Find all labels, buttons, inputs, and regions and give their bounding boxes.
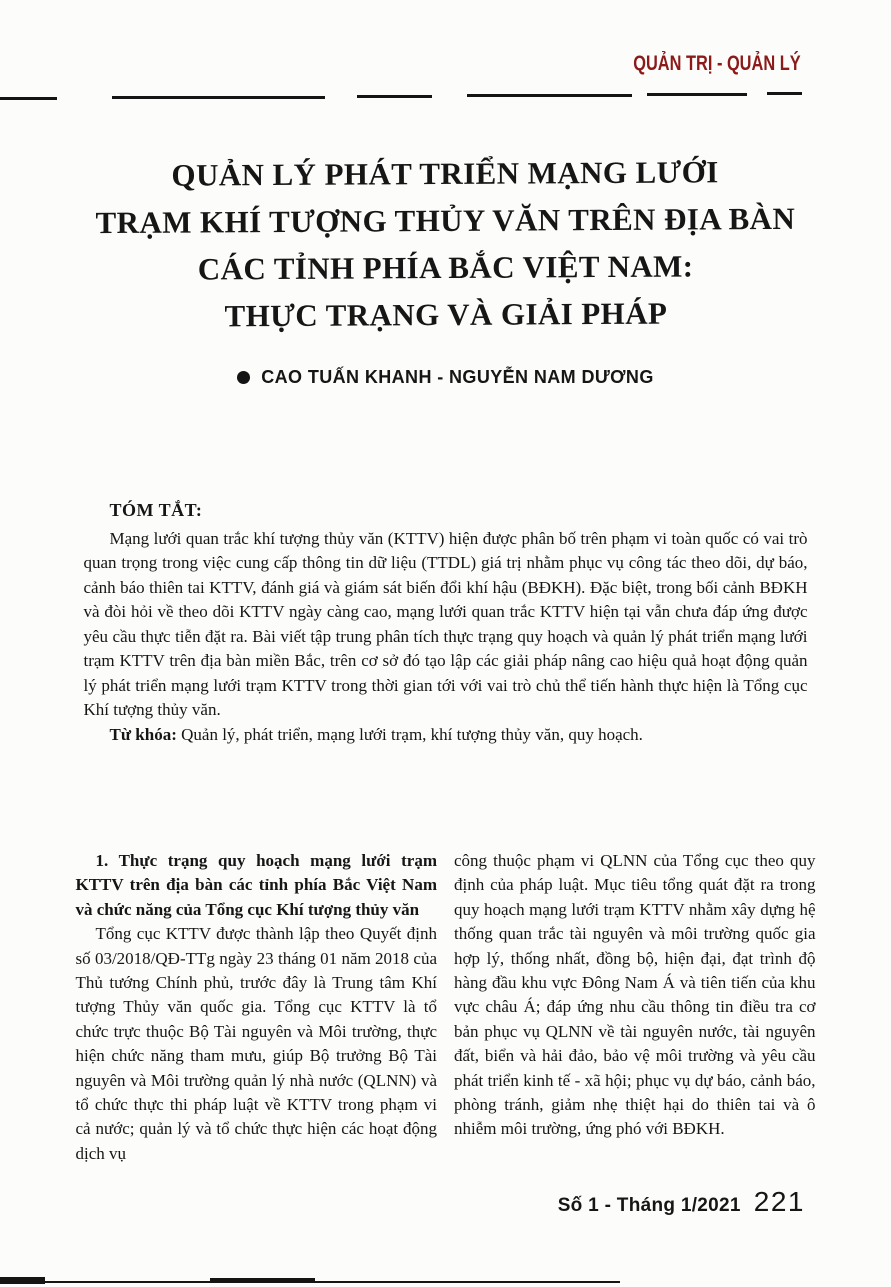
author-line bbox=[0, 367, 891, 388]
section-1-heading: 1. Thực trạng quy hoạch mạng lưới trạm KTTV trên địa bàn các tỉnh phía Bắc Việt Nam và chức năng của Tổng cục Khí tượng thủy văn bbox=[75, 851, 437, 919]
left-column bbox=[76, 849, 438, 1166]
left-column-paragraph: Tổng cục KTTV được thành lập theo Quyết định số 03/2018/QĐ-TTg ngày 23 tháng 01 năm 2018 của Thủ tướng Chính phủ, trước đây là Trung tâm Khí tượng Thủy văn quốc gia. Tổng cục KTTV là tổ chức trực thuộc Bộ Tài nguyên và Môi trường, thực hiện chức năng tham mưu, giúp Bộ trưởng Bộ Tài nguyên và Môi trường quản lý nhà nước (QLNN) và tổ chức thực thi pháp luật về KTTV trong phạm vi cả nước; quản lý và tổ chức thực hiện các hoạt động dịch vụ bbox=[75, 924, 437, 1163]
header-rule-segment bbox=[0, 97, 57, 100]
author-names: CAO TUẤN KHANH - NGUYỄN NAM DƯƠNG bbox=[261, 367, 654, 387]
article-title bbox=[59, 148, 831, 341]
right-column-paragraph: công thuộc phạm vi QLNN của Tổng cục theo quy định của pháp luật. Mục tiêu tổng quát đặt ra trong quy hoạch mạng lưới trạm KTTV nhằm xây dựng hệ thống quan trắc tài nguyên và môi trường quốc gia hợp lý, thống nhất, đồng bộ, hiện đại, đạt trình độ hàng đầu khu vực Đông Nam Á và tiên tiến của khu vực châu Á; đáp ứng nhu cầu thông tin điều tra cơ bản phục vụ QLNN về tài nguyên nước, tài nguyên đất, biển và hải đảo, bảo vệ môi trường và yêu cầu phát triển kinh tế - xã hội; phục vụ dự báo, cảnh báo, phòng tránh, giảm nhẹ thiệt hại do thiên tai và ô nhiễm môi trường, ứng phó với BĐKH. bbox=[454, 851, 816, 1139]
page-number: 221 bbox=[753, 1186, 805, 1217]
page-footer bbox=[558, 1186, 805, 1218]
author-bullet-icon bbox=[237, 371, 250, 384]
right-column bbox=[454, 849, 816, 1166]
keywords-label: Từ khóa: bbox=[109, 724, 177, 744]
abstract-heading: TÓM TẮT: bbox=[109, 500, 203, 520]
header-rule-segment bbox=[357, 95, 432, 98]
header-rule-segment bbox=[467, 94, 632, 97]
issue-label: Số 1 - Tháng 1/2021 bbox=[557, 1195, 741, 1216]
article-title-line: CÁC TỈNH PHÍA BẮC VIỆT NAM: bbox=[197, 248, 694, 287]
article-title-line: QUẢN LÝ PHÁT TRIỂN MẠNG LƯỚI bbox=[171, 154, 719, 193]
body-columns bbox=[76, 849, 816, 1166]
section-label: QUẢN TRỊ - QUẢN LÝ bbox=[633, 52, 801, 75]
article-title-line: TRẠM KHÍ TƯỢNG THỦY VĂN TRÊN ĐỊA BÀN bbox=[95, 200, 796, 241]
abstract-section bbox=[84, 498, 808, 747]
keywords-text: Quản lý, phát triển, mạng lưới trạm, khí tượng thủy văn, quy hoạch. bbox=[176, 724, 643, 744]
footer-rule-segment bbox=[0, 1277, 45, 1284]
article-title-line: THỰC TRẠNG VÀ GIẢI PHÁP bbox=[224, 295, 668, 334]
header-rule-segment bbox=[112, 96, 325, 99]
footer-rule-segment bbox=[210, 1278, 315, 1283]
footer-rule-segment bbox=[45, 1281, 620, 1283]
header-rule-segment bbox=[647, 93, 747, 96]
abstract-body: Mạng lưới quan trắc khí tượng thủy văn (KTTV) hiện được phân bố trên phạm vi toàn quốc có vai trò quan trọng trong việc cung cấp thông tin dữ liệu (TTDL) giá trị nhằm phục vụ công tác theo dõi, dự báo, cảnh báo thiên tai KTTV, đánh giá và giám sát biến đổi khí hậu (BĐKH). Đặc biệt, trong bối cảnh BĐKH và đòi hỏi về theo dõi KTTV ngày càng cao, mạng lưới quan trắc KTTV hiện tại vẫn chưa đáp ứng được yêu cầu thực tiễn đặt ra. Bài viết tập trung phân tích thực trạng quy hoạch và quản lý phát triển mạng lưới trạm KTTV trên địa bàn miền Bắc, trên cơ sở đó tạo lập các giải pháp nâng cao hiệu quả hoạt động quản lý phát triển mạng lưới trạm KTTV trong thời gian tới với vai trò chủ thể tiến hành thực hiện là Tổng cục Khí tượng thủy văn. bbox=[83, 528, 808, 719]
header-rule-segment bbox=[767, 92, 802, 95]
keywords-line bbox=[84, 723, 808, 748]
